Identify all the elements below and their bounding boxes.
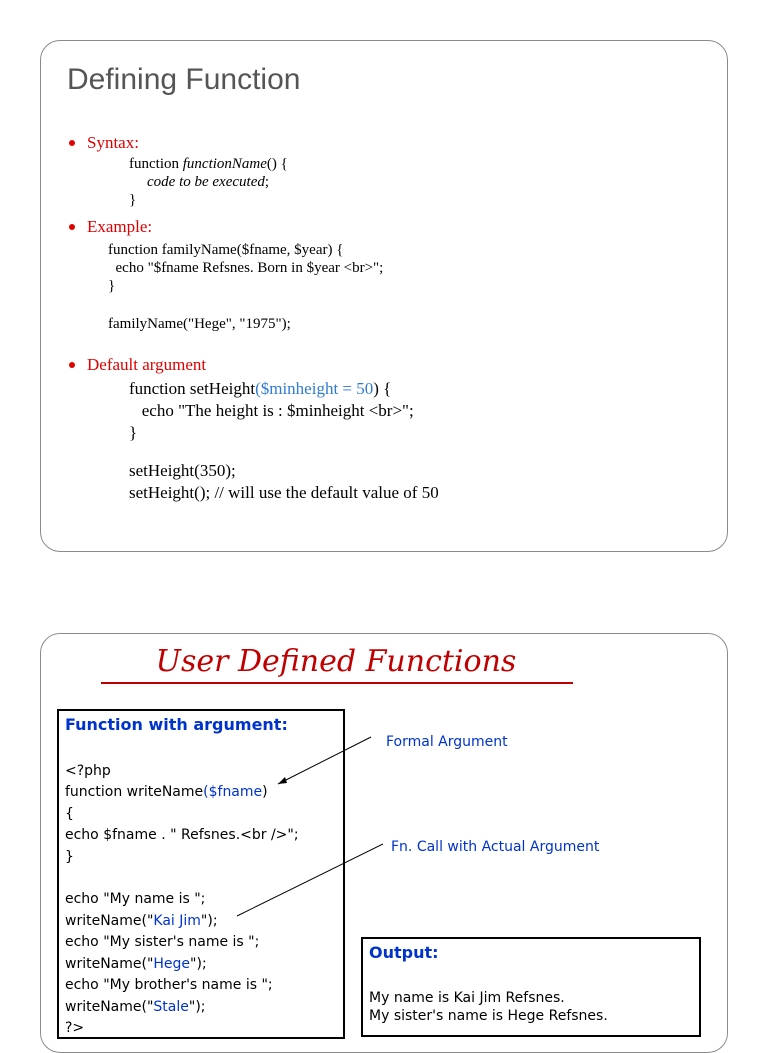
output-box-heading: Output: — [369, 943, 439, 962]
default-line-3: } — [129, 423, 138, 442]
output-box — [361, 937, 701, 1037]
example-line-3: } — [108, 278, 116, 294]
bullet-syntax: Syntax: — [87, 133, 139, 152]
example-line-1: function familyName($fname, $year) { — [108, 242, 344, 258]
code-box-heading: Function with argument: — [65, 715, 288, 734]
code-line-2: function writeName($fname) — [65, 784, 268, 800]
code-line-11: writeName("Stale"); — [65, 999, 206, 1015]
slide-user-defined-functions — [40, 633, 728, 1053]
code-line-7: writeName("Kai Jim"); — [65, 913, 218, 929]
default-line-4: setHeight(350); — [129, 461, 236, 480]
default-line-2: echo "The height is : $minheight <br>"; — [129, 401, 414, 420]
code-line-6: echo "My name is "; — [65, 891, 206, 907]
code-line-1: <?php — [65, 763, 111, 779]
bullet-example: Example: — [87, 217, 153, 236]
default-line-5: setHeight(); // will use the default value of 50 — [129, 483, 439, 502]
slide-title: Defining Function — [67, 63, 301, 96]
formal-arrow-head — [278, 777, 287, 784]
actual-arrow-line — [237, 844, 383, 916]
slide-title: User Defined Functions — [155, 644, 517, 679]
output-line-1: My name is Kai Jim Refsnes. — [369, 990, 565, 1006]
syntax-line-1: function functionName() { — [129, 156, 288, 172]
code-line-10: echo "My brother's name is "; — [65, 977, 273, 993]
code-line-12: ?> — [65, 1020, 85, 1036]
formal-arrow-line — [278, 737, 371, 784]
code-line-5: } — [65, 849, 74, 865]
syntax-line-2: code to be executed; — [147, 174, 270, 190]
formal-argument-label: Formal Argument — [386, 734, 508, 750]
output-line-2: My sister's name is Hege Refsnes. — [369, 1008, 608, 1024]
code-line-3: { — [65, 806, 74, 822]
example-line-4: familyName("Hege", "1975"); — [108, 316, 291, 332]
bullet-default-argument: Default argument — [87, 355, 207, 374]
slide-defining-function — [40, 40, 728, 552]
actual-argument-label: Fn. Call with Actual Argument — [391, 839, 600, 855]
code-line-4: echo $fname . " Refsnes.<br />"; — [65, 827, 299, 843]
example-line-2: echo "$fname Refsnes. Born in $year <br>"; — [108, 260, 384, 276]
code-line-8: echo "My sister's name is "; — [65, 934, 260, 950]
code-line-9: writeName("Hege"); — [65, 956, 207, 972]
syntax-line-3: } — [129, 192, 137, 208]
default-line-1: function setHeight($minheight = 50) { — [129, 379, 392, 398]
